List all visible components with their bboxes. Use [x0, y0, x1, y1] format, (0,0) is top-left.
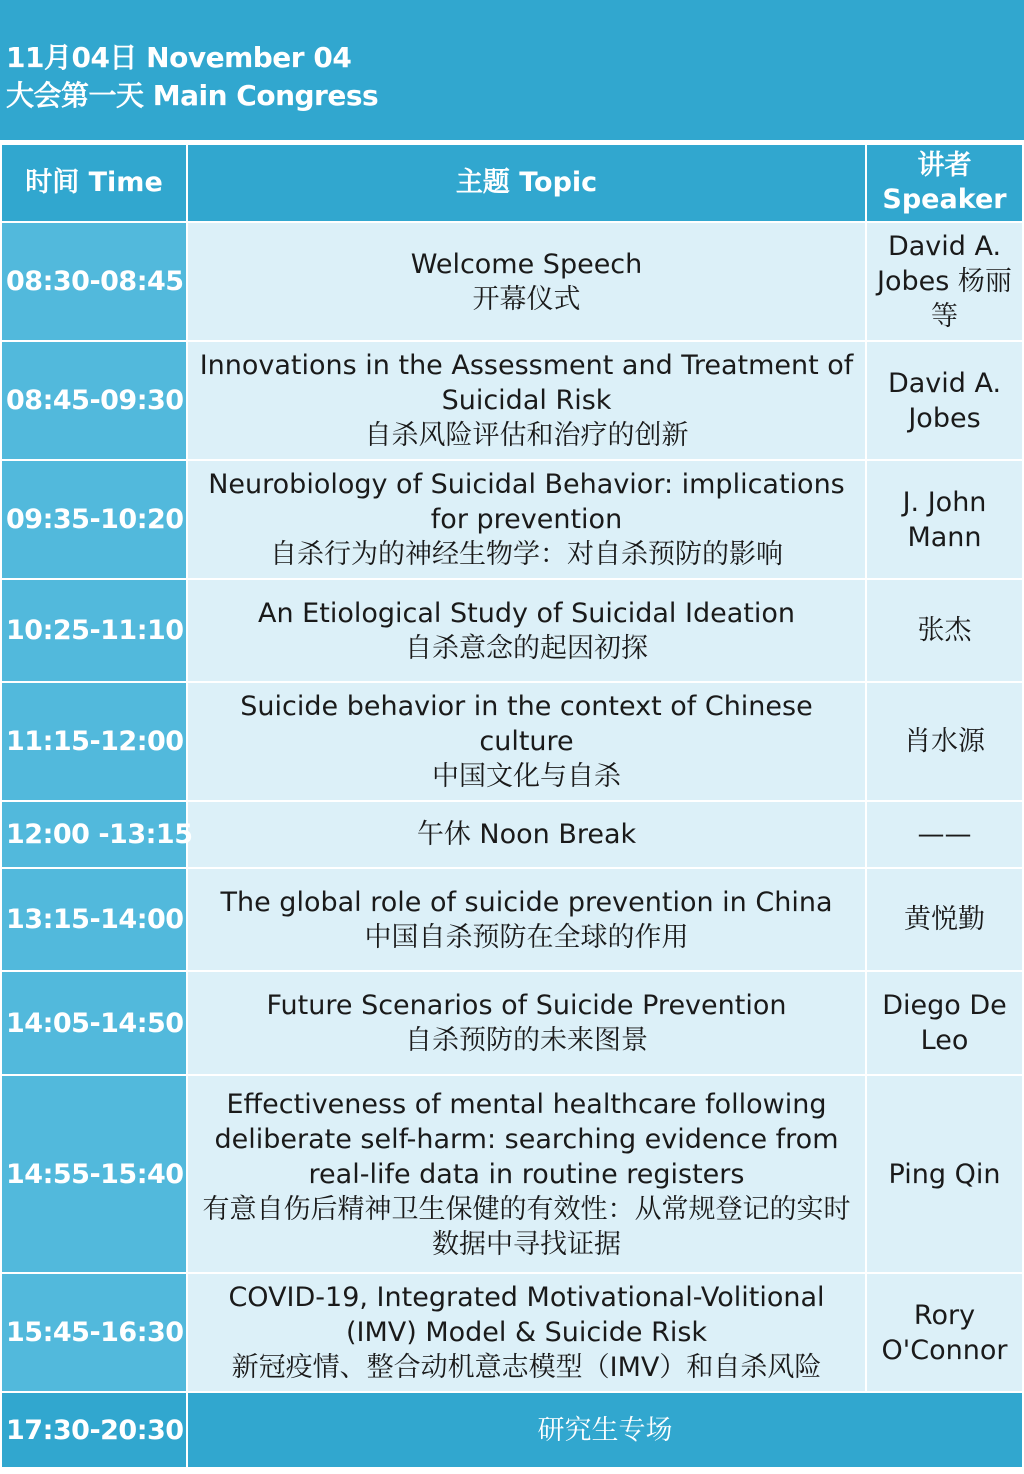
topic-en: Innovations in the Assessment and Treatment of Suicidal Risk — [199, 350, 854, 416]
day-banner — [0, 0, 1024, 143]
header-topic: 主题 Topic — [187, 144, 866, 222]
time-cell: 08:30-08:45 — [1, 222, 187, 341]
date-title: 11月04日 November 04 — [6, 41, 352, 74]
topic-zh: 中国自杀预防在全球的作用 — [364, 921, 689, 953]
speaker-cell: David A. Jobes — [866, 341, 1023, 460]
topic-en: The global role of suicide prevention in China — [220, 886, 833, 918]
speaker-cell: David A. Jobes 杨丽等 — [866, 222, 1023, 341]
topic-cell — [187, 971, 866, 1075]
table-row — [1, 971, 1023, 1075]
time-cell: 15:45-16:30 — [1, 1273, 187, 1392]
topic-zh: 自杀行为的神经生物学：对自杀预防的影响 — [270, 539, 783, 570]
table-row — [1, 460, 1023, 579]
table-row — [1, 222, 1023, 341]
speaker-cell: —— — [866, 801, 1023, 868]
topic-cell — [187, 341, 866, 460]
schedule-table — [0, 143, 1024, 1469]
table-row — [1, 868, 1023, 971]
topic-en: Suicide behavior in the context of Chinese culture — [240, 691, 813, 757]
table-row — [1, 1273, 1023, 1392]
speaker-cell: 黄悦勤 — [866, 868, 1023, 971]
header-speaker-zh: 讲者 — [917, 150, 972, 182]
speaker-cell: J. John Mann — [866, 460, 1023, 579]
table-row — [1, 682, 1023, 801]
topic-zh: 新冠疫情、整合动机意志模型（IMV）和自杀风险 — [231, 1352, 822, 1383]
time-cell: 12:00 -13:15 — [1, 801, 187, 868]
time-cell: 11:15-12:00 — [1, 682, 187, 801]
table-header-row — [1, 144, 1023, 222]
topic-cell — [187, 801, 866, 868]
topic-en: Neurobiology of Suicidal Behavior: implications for prevention — [208, 469, 845, 535]
header-time: 时间 Time — [1, 144, 187, 222]
time-cell: 10:25-11:10 — [1, 579, 187, 682]
speaker-cell: 肖水源 — [866, 682, 1023, 801]
speaker-cell: Ping Qin — [866, 1075, 1023, 1273]
congress-title: 大会第一天 Main Congress — [6, 79, 379, 112]
topic-cell — [187, 868, 866, 971]
topic-cell — [187, 1075, 866, 1273]
topic-zh: 有意自伤后精神卫生保健的有效性：从常规登记的实时数据中寻找证据 — [202, 1193, 851, 1260]
header-speaker — [866, 144, 1023, 222]
topic-cell: 研究生专场 — [187, 1392, 1023, 1468]
header-speaker-en: Speaker — [882, 184, 1007, 215]
time-cell: 13:15-14:00 — [1, 868, 187, 971]
topic-en: Future Scenarios of Suicide Prevention — [266, 990, 787, 1021]
topic-en: COVID-19, Integrated Motivational-Volitional (IMV) Model & Suicide Risk — [228, 1282, 825, 1348]
time-cell: 09:35-10:20 — [1, 460, 187, 579]
table-row — [1, 1392, 1023, 1468]
table-row — [1, 579, 1023, 682]
topic-cell — [187, 682, 866, 801]
topic-en: 午休 Noon Break — [416, 819, 637, 850]
topic-cell — [187, 460, 866, 579]
topic-zh: 自杀意念的起因初探 — [405, 632, 648, 664]
topic-zh: 自杀风险评估和治疗的创新 — [364, 420, 689, 451]
topic-cell — [187, 1273, 866, 1392]
topic-zh: 开幕仪式 — [472, 283, 581, 315]
time-cell: 17:30-20:30 — [1, 1392, 187, 1468]
time-cell: 14:05-14:50 — [1, 971, 187, 1075]
topic-en: Welcome Speech — [410, 248, 643, 280]
speaker-cell: Diego De Leo — [866, 971, 1023, 1075]
topic-en: An Etiological Study of Suicidal Ideation — [258, 597, 795, 629]
time-cell: 08:45-09:30 — [1, 341, 187, 460]
table-row — [1, 801, 1023, 868]
table-row — [1, 1075, 1023, 1273]
topic-cell — [187, 222, 866, 341]
time-cell: 14:55-15:40 — [1, 1075, 187, 1273]
topic-en: Effectiveness of mental healthcare following deliberate self-harm: searching evidence from real-life data in routine registers — [214, 1088, 839, 1190]
topic-cell — [187, 579, 866, 682]
topic-zh: 中国文化与自杀 — [432, 761, 621, 792]
speaker-cell: 张杰 — [866, 579, 1023, 682]
table-row — [1, 341, 1023, 460]
topic-zh: 自杀预防的未来图景 — [405, 1025, 648, 1056]
speaker-cell: Rory O'Connor — [866, 1273, 1023, 1392]
